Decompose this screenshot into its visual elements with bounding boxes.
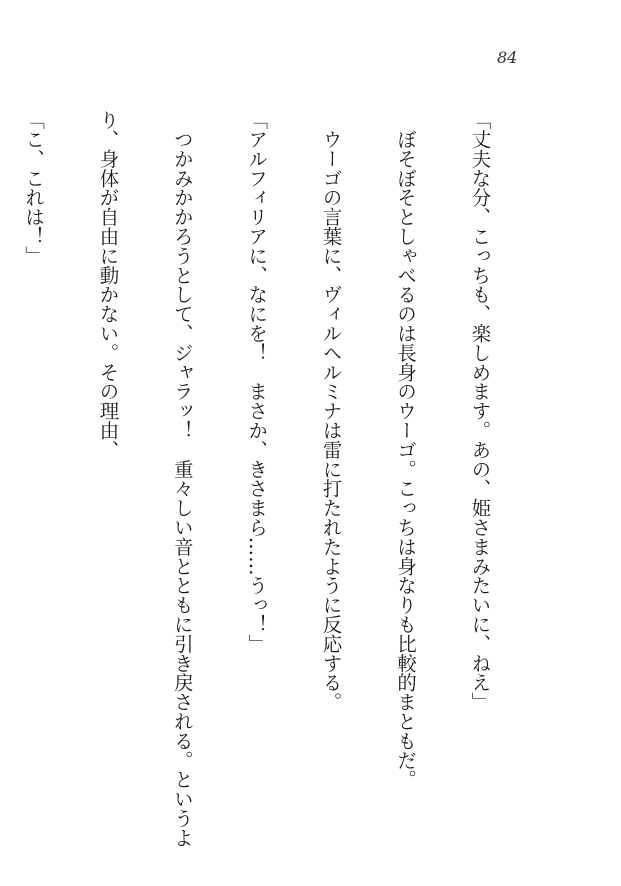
text-line: ぼそぼそとしゃべるのは長身のウーゴ。こっちは身なりも比較的まともだ。 <box>394 110 418 789</box>
text-line: ウーゴの言葉に、ヴィルヘルミナは雷に打たれたように反応する。 <box>319 110 343 712</box>
page-number: 84 <box>497 48 518 67</box>
text-line: 「丈夫な分、こっちも、楽しめます。あの、姫さまみたいに、ねえ」 <box>468 110 492 712</box>
text-line: 「アルフィリアに、なにを！ まさか、きさまら……うっ！」 <box>245 110 269 654</box>
text-line: 「こ、これは！」 <box>22 110 46 266</box>
body-text <box>22 110 541 848</box>
text-line: り、身体が自由に動かない。その理由、 <box>96 110 120 460</box>
text-line: つかみかかろうとして、ジャラッ！ 重々しい音とともに引き戻される。というよ <box>170 110 194 848</box>
